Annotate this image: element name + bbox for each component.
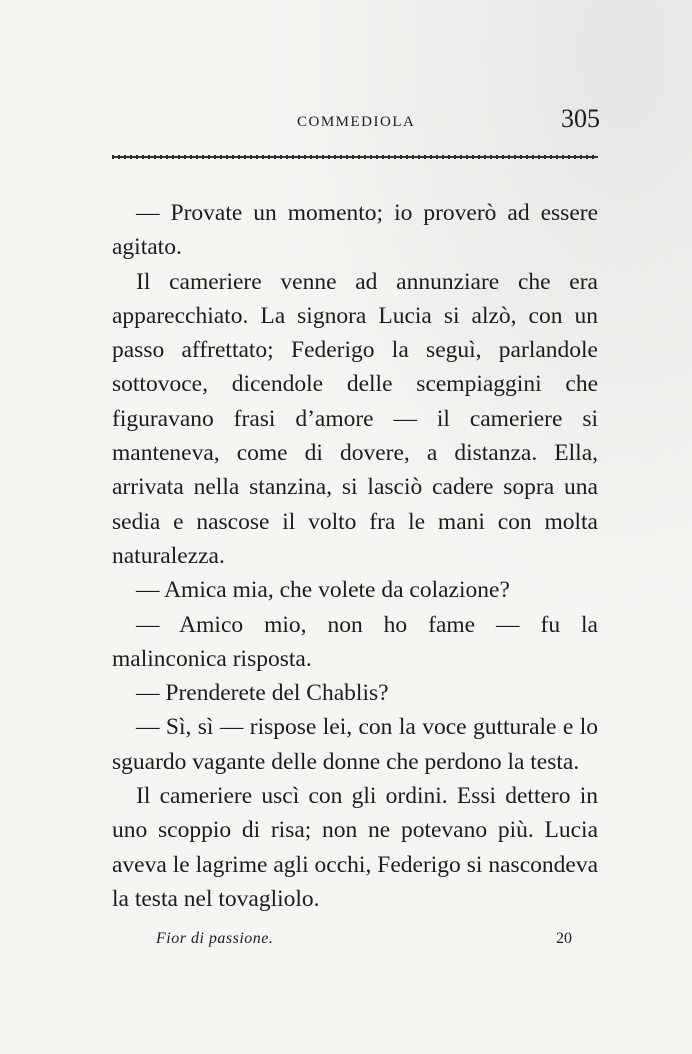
paragraph: Il cameriere uscì con gli ordini. Essi dettero in uno scoppio di risa; non ne potevano più. Lucia aveva le lagrime agli occhi, Federigo si nascondeva la testa nel tovagliolo. [112,783,598,912]
signature-number: 20 [556,930,572,947]
page-footer [156,930,572,960]
running-title: COMMEDIOLA [297,114,416,130]
signature-title: Fior di passione. [156,930,274,947]
paragraph: — Provate un momento; io proverò ad essere agitato. [112,200,598,261]
paragraph: — Amica mia, che volete da colazione? [136,577,510,604]
decorative-rule [112,152,598,162]
paragraph: — Prenderete del Chablis? [136,680,389,707]
page-number: 305 [561,104,600,133]
paragraph: Il cameriere venne ad annunziare che era apparecchiato. La signora Lucia si alzò, con un passo affrettato; Federigo la seguì, parlandole sottovoce, dicendole delle scempiaggini che figuravano frasi d’amore — il cameriere si manteneva, come di dovere, a distanza. Ella, arrivata nella stanzina, si lasciò cadere sopra una sedia e nascose il volto fra le mani con molta naturalezza. [112,268,598,569]
page-header [112,104,600,144]
body-text [112,196,598,916]
paragraph: — Sì, sì — rispose lei, con la voce gutturale e lo sguardo vagante delle donne che perdono la testa. [112,714,598,775]
paragraph: — Amico mio, non ho fame — fu la malinconica risposta. [112,611,598,672]
